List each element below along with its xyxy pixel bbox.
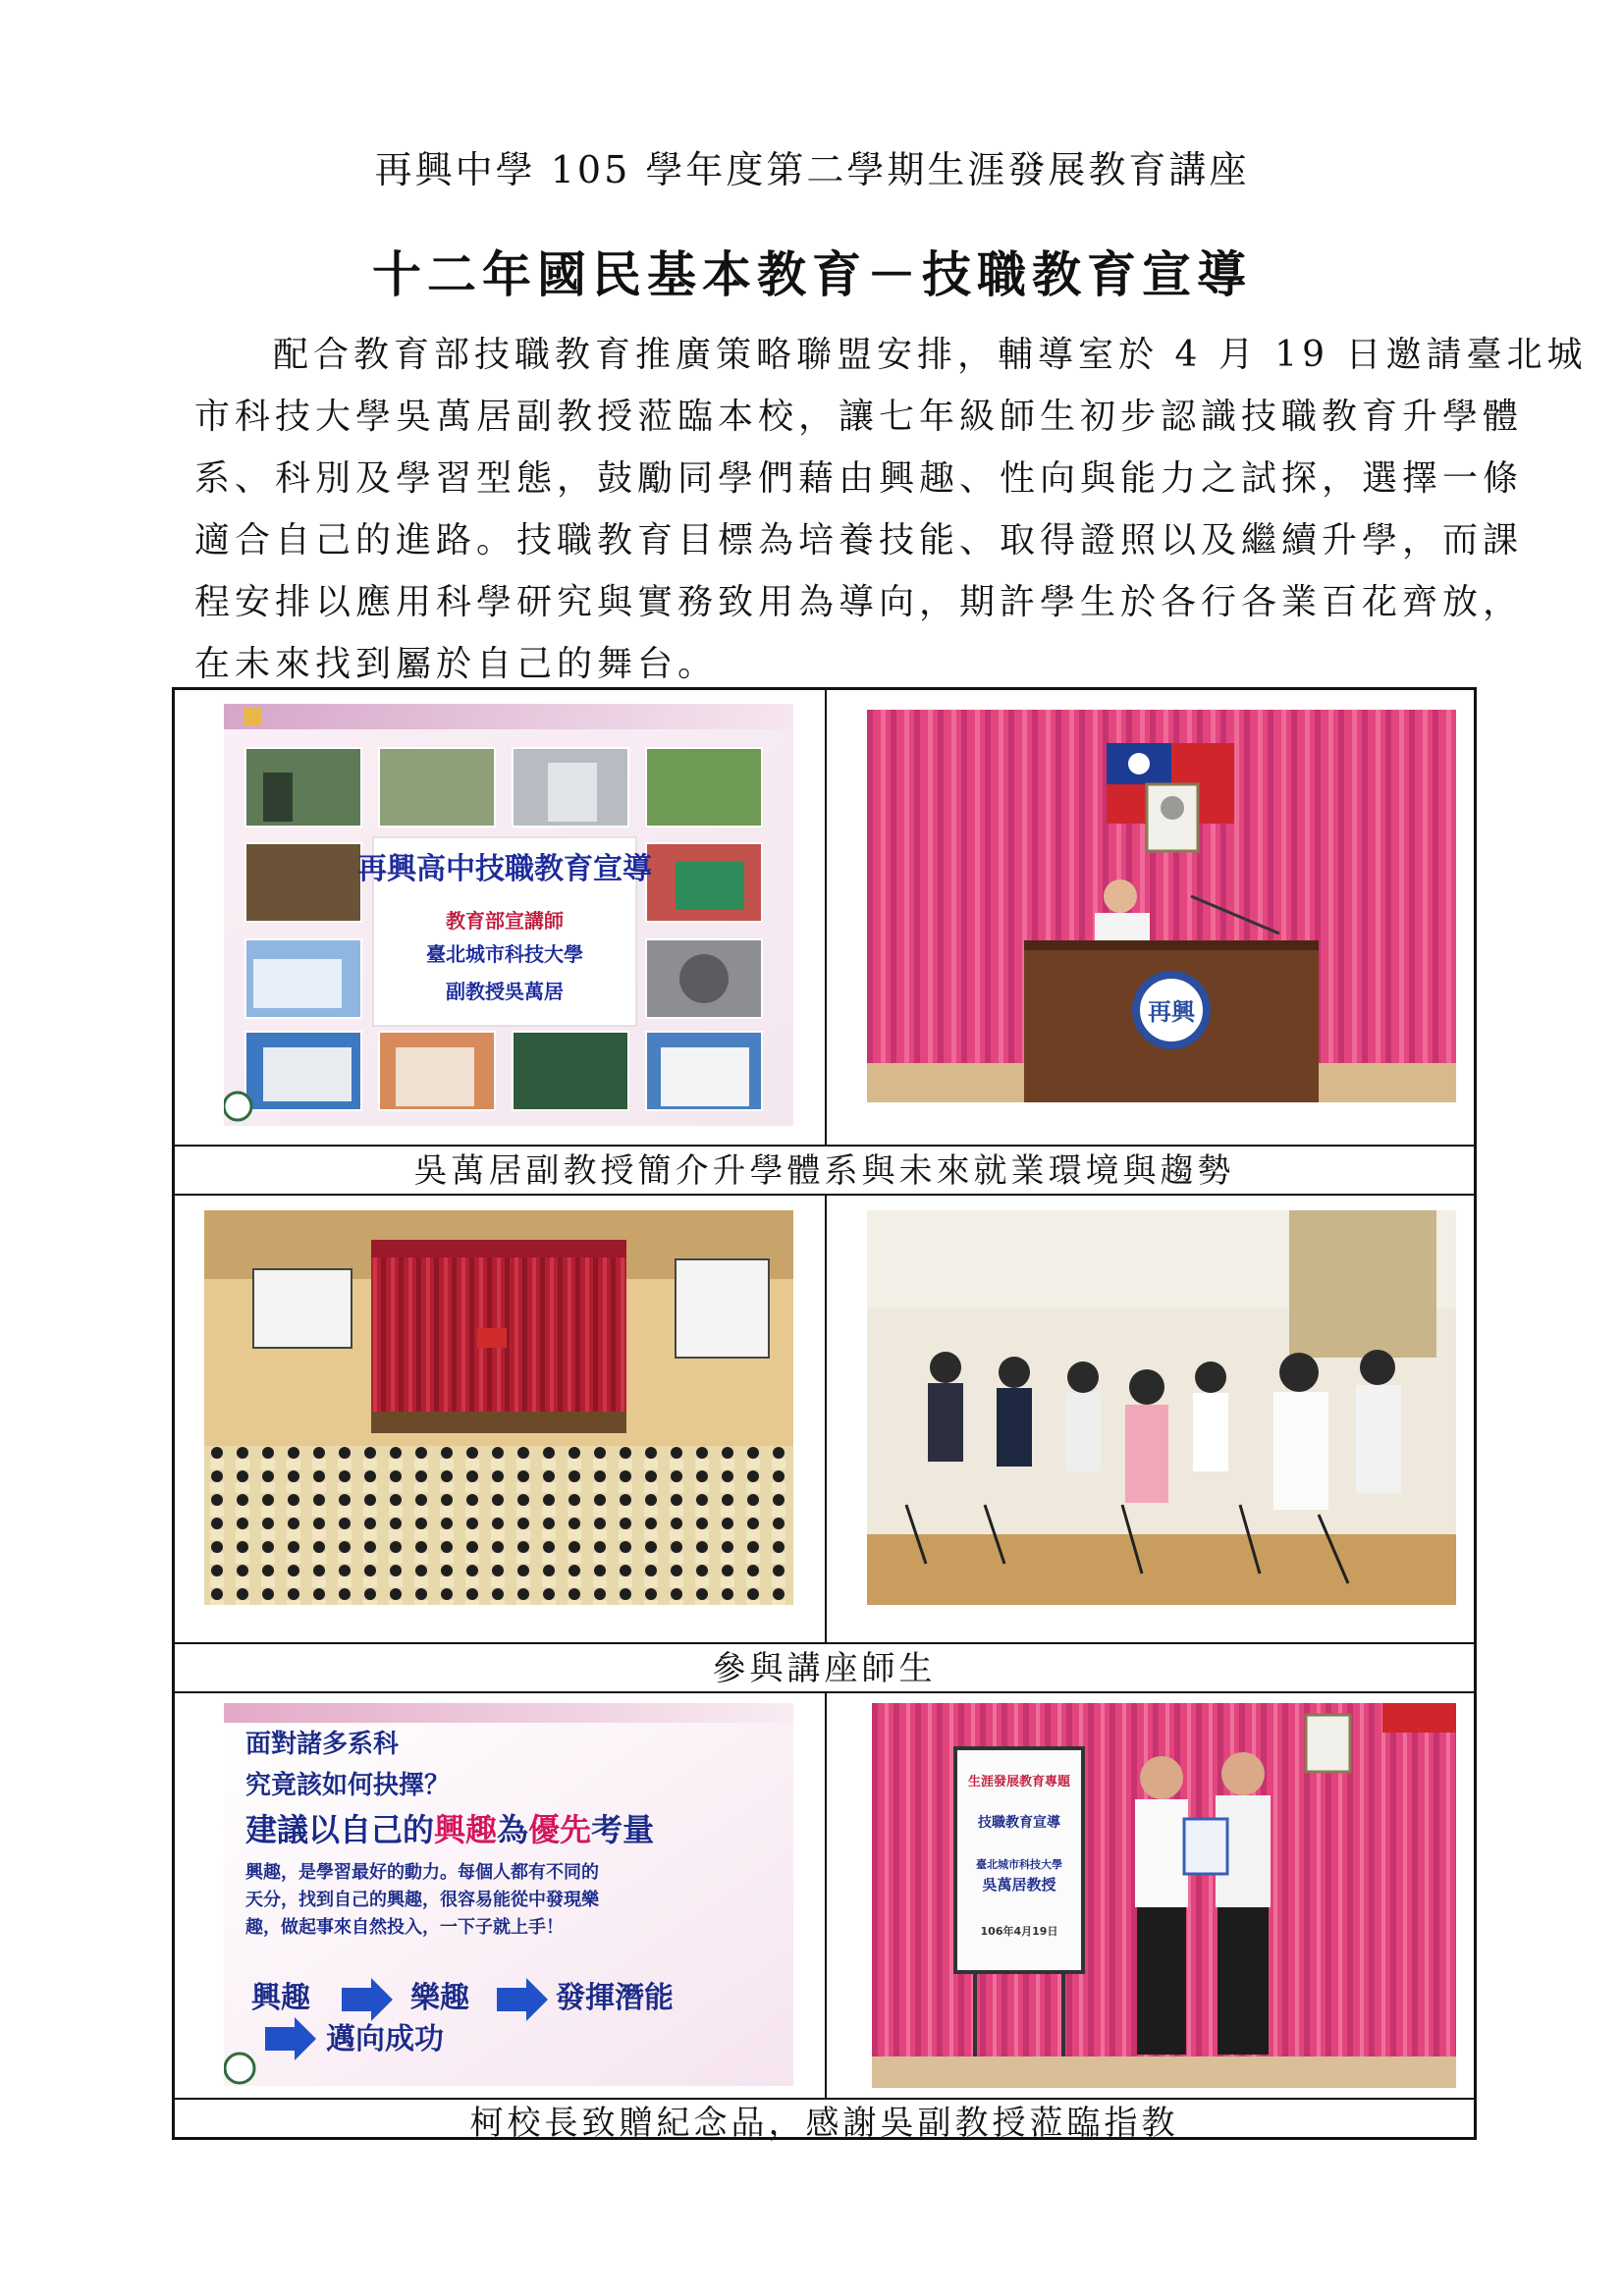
paragraph-line: 程安排以應用科學研究與實務致用為導向，期許學生於各行各業百花齊放， <box>194 582 1524 622</box>
paragraph-line: 配合教育部技職教育推廣策略聯盟安排，輔導室於 4 月 19 日邀請臺北城 <box>273 335 1588 375</box>
souvenir-graphic <box>872 1703 1456 2088</box>
presentation-slide-photo <box>224 704 793 1126</box>
slide-body: 興趣，是學習最好的動力。每個人都有不同的 <box>245 1862 599 1883</box>
table-rule <box>825 1194 827 1642</box>
slide-advice: 建議以自己的興趣為優先考量 <box>245 1811 655 1848</box>
document-title: 十二年國民基本教育－技職教育宣導 <box>372 245 1252 303</box>
table-rule <box>825 690 827 1145</box>
auditorium-graphic <box>204 1210 793 1605</box>
photo-caption: 吳萬居副教授簡介升學體系與未來就業環境與趨勢 <box>413 1151 1235 1191</box>
flow-step: 樂趣 <box>410 1981 469 2015</box>
slide-line: 臺北城市科技大學 <box>426 942 583 966</box>
paragraph-line: 在未來找到屬於自己的舞台。 <box>194 644 719 684</box>
paragraph-line: 市科技大學吳萬居副教授蒞臨本校，讓七年級師生初步認識技職教育升學體 <box>194 397 1524 437</box>
intro-paragraph <box>194 324 1588 695</box>
table-rule <box>175 2098 1474 2100</box>
advice-slide-photo <box>224 1703 793 2086</box>
document-header: 再興中學 105 學年度第二學期生涯發展教育講座 <box>374 148 1250 191</box>
plaque-topic: 技職教育宣導 <box>978 1815 1060 1831</box>
flow-step: 發揮潛能 <box>556 1981 674 2015</box>
teachers-photo <box>867 1210 1456 1605</box>
speaker-photo <box>867 710 1456 1102</box>
speaker-graphic <box>867 710 1456 1102</box>
photo-table <box>172 687 1477 2143</box>
slide-line: 教育部宣講師 <box>446 909 564 933</box>
teachers-graphic <box>867 1210 1456 1605</box>
photo-caption: 參與講座師生 <box>712 1649 937 1688</box>
table-rule <box>825 1691 827 2098</box>
auditorium-photo <box>204 1210 793 1605</box>
plaque-date: 106年4月19日 <box>980 1925 1058 1938</box>
slide-line: 副教授吳萬居 <box>446 980 564 1003</box>
flow-step: 邁向成功 <box>326 2022 444 2056</box>
paragraph-line: 系、科別及學習型態，鼓勵同學們藉由興趣、性向與能力之試探，選擇一條 <box>194 458 1524 499</box>
podium-emblem: 再興 <box>1148 998 1195 1026</box>
slide-body: 趣，做起事來自然投入，一下子就上手！ <box>245 1917 564 1938</box>
slide-heading: 再興高中技職教育宣導 <box>357 852 652 886</box>
souvenir-photo <box>872 1703 1456 2088</box>
advice-slide-graphic <box>224 1703 793 2086</box>
plaque-org: 臺北城市科技大學 <box>976 1858 1062 1871</box>
slide-body: 天分，找到自己的興趣，很容易能從中發現樂 <box>245 1890 599 1910</box>
slide-question: 究竟該如何抉擇？ <box>245 1771 451 1800</box>
plaque-heading: 生涯發展教育專題 <box>967 1775 1071 1789</box>
paragraph-line: 適合自己的進路。技職教育目標為培養技能、取得證照以及繼續升學，而課 <box>194 520 1524 561</box>
photo-caption: 柯校長致贈紀念品，感謝吳副教授蒞臨指教 <box>469 2104 1179 2143</box>
flow-step: 興趣 <box>251 1981 310 2015</box>
table-rule <box>175 1642 1474 1644</box>
slide-graphic <box>224 704 793 1126</box>
plaque-name: 吳萬居教授 <box>982 1876 1056 1894</box>
slide-question: 面對諸多系科 <box>245 1730 400 1759</box>
table-rule <box>175 1145 1474 1147</box>
